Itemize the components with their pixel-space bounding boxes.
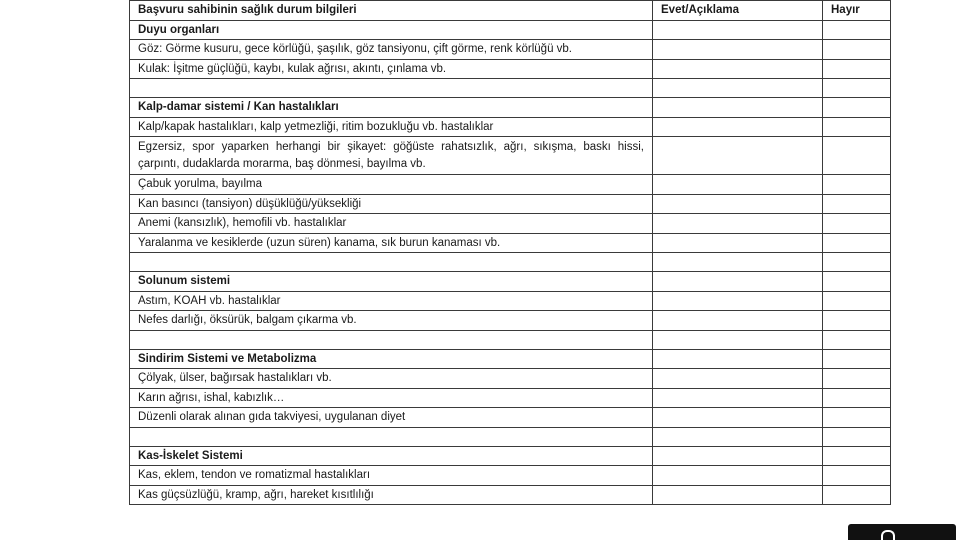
header-col-yes: Evet/Açıklama [653,1,823,21]
condition-takviye: Düzenli olarak alınan gıda takviyesi, uygulanan diyet [130,408,653,428]
spacer-cell [823,330,891,349]
spacer-cell [130,79,653,98]
no-cell[interactable] [823,291,891,311]
condition-guc: Kas güçsüzlüğü, kramp, ağrı, hareket kısıtlılığı [130,485,653,505]
table-row [130,311,891,331]
spacer-row [130,427,891,446]
overlay-icon [881,530,895,542]
table-row [130,485,891,505]
no-cell[interactable] [823,137,891,175]
no-cell[interactable] [823,485,891,505]
no-cell[interactable] [823,446,891,466]
spacer-cell [653,330,823,349]
condition-kalp-kapak: Kalp/kapak hastalıkları, kalp yetmezliği, ritim bozukluğu vb. hastalıklar [130,117,653,137]
no-cell[interactable] [823,40,891,60]
section-row [130,20,891,40]
spacer-cell [130,253,653,272]
yes-cell[interactable] [653,194,823,214]
table-row [130,466,891,486]
spacer-cell [653,79,823,98]
table-row [130,408,891,428]
no-cell[interactable] [823,214,891,234]
no-cell[interactable] [823,408,891,428]
table-row [130,175,891,195]
yes-cell[interactable] [653,137,823,175]
condition-kanama: Yaralanma ve kesiklerde (uzun süren) kanama, sık burun kanaması vb. [130,233,653,253]
yes-cell[interactable] [653,446,823,466]
yes-cell[interactable] [653,311,823,331]
condition-karin: Karın ağrısı, ishal, kabızlık… [130,388,653,408]
condition-tansiyon: Kan basıncı (tansiyon) düşüklüğü/yüksekliği [130,194,653,214]
table-row [130,233,891,253]
spacer-row [130,330,891,349]
yes-cell[interactable] [653,272,823,292]
table-row [130,137,891,175]
no-cell[interactable] [823,175,891,195]
header-col-conditions: Başvuru sahibinin sağlık durum bilgileri [130,1,653,21]
yes-cell[interactable] [653,59,823,79]
no-cell[interactable] [823,272,891,292]
section-title-kalp: Kalp-damar sistemi / Kan hastalıkları [130,98,653,118]
condition-anemi: Anemi (kansızlık), hemofili vb. hastalıklar [130,214,653,234]
yes-cell[interactable] [653,291,823,311]
spacer-cell [653,427,823,446]
yes-cell[interactable] [653,369,823,389]
no-cell[interactable] [823,59,891,79]
yes-cell[interactable] [653,40,823,60]
section-row [130,446,891,466]
table-row [130,194,891,214]
no-cell[interactable] [823,369,891,389]
no-cell[interactable] [823,117,891,137]
condition-goz: Göz: Görme kusuru, gece körlüğü, şaşılık, göz tansiyonu, çift görme, renk körlüğü vb. [130,40,653,60]
spacer-row [130,253,891,272]
header-row [130,1,891,21]
yes-cell[interactable] [653,349,823,369]
section-title-solunum: Solunum sistemi [130,272,653,292]
yes-cell[interactable] [653,20,823,40]
table-row [130,59,891,79]
spacer-row [130,79,891,98]
spacer-cell [130,330,653,349]
yes-cell[interactable] [653,233,823,253]
condition-kulak: Kulak: İşitme güçlüğü, kaybı, kulak ağrısı, akıntı, çınlama vb. [130,59,653,79]
table-row [130,117,891,137]
yes-cell[interactable] [653,388,823,408]
section-row [130,272,891,292]
spacer-cell [130,427,653,446]
condition-nefes: Nefes darlığı, öksürük, balgam çıkarma vb. [130,311,653,331]
table-row [130,369,891,389]
spacer-cell [823,427,891,446]
spacer-cell [653,253,823,272]
no-cell[interactable] [823,98,891,118]
no-cell[interactable] [823,233,891,253]
no-cell[interactable] [823,388,891,408]
no-cell[interactable] [823,311,891,331]
table-row [130,291,891,311]
no-cell[interactable] [823,194,891,214]
condition-eklem: Kas, eklem, tendon ve romatizmal hastalıkları [130,466,653,486]
yes-cell[interactable] [653,175,823,195]
yes-cell[interactable] [653,485,823,505]
table-row [130,388,891,408]
yes-cell[interactable] [653,214,823,234]
table-row [130,214,891,234]
yes-cell[interactable] [653,466,823,486]
section-title-duyu: Duyu organları [130,20,653,40]
spacer-cell [823,79,891,98]
condition-astim: Astım, KOAH vb. hastalıklar [130,291,653,311]
header-col-no: Hayır [823,1,891,21]
no-cell[interactable] [823,466,891,486]
health-form-table [129,0,891,505]
section-row [130,349,891,369]
condition-colyak: Çölyak, ülser, bağırsak hastalıkları vb. [130,369,653,389]
condition-egzersiz: Egzersiz, spor yaparken herhangi bir şikayet: göğüste rahatsızlık, ağrı, sıkışma, baskı hissi, çarpıntı, dudaklarda morarma, baş dönmesi, bayılma vb. [130,137,653,175]
yes-cell[interactable] [653,408,823,428]
spacer-cell [823,253,891,272]
yes-cell[interactable] [653,117,823,137]
overlay-badge[interactable] [848,524,956,540]
section-title-sindirim: Sindirim Sistemi ve Metabolizma [130,349,653,369]
table-row [130,40,891,60]
section-title-kas: Kas-İskelet Sistemi [130,446,653,466]
no-cell[interactable] [823,20,891,40]
yes-cell[interactable] [653,98,823,118]
no-cell[interactable] [823,349,891,369]
condition-yorulma: Çabuk yorulma, bayılma [130,175,653,195]
section-row [130,98,891,118]
